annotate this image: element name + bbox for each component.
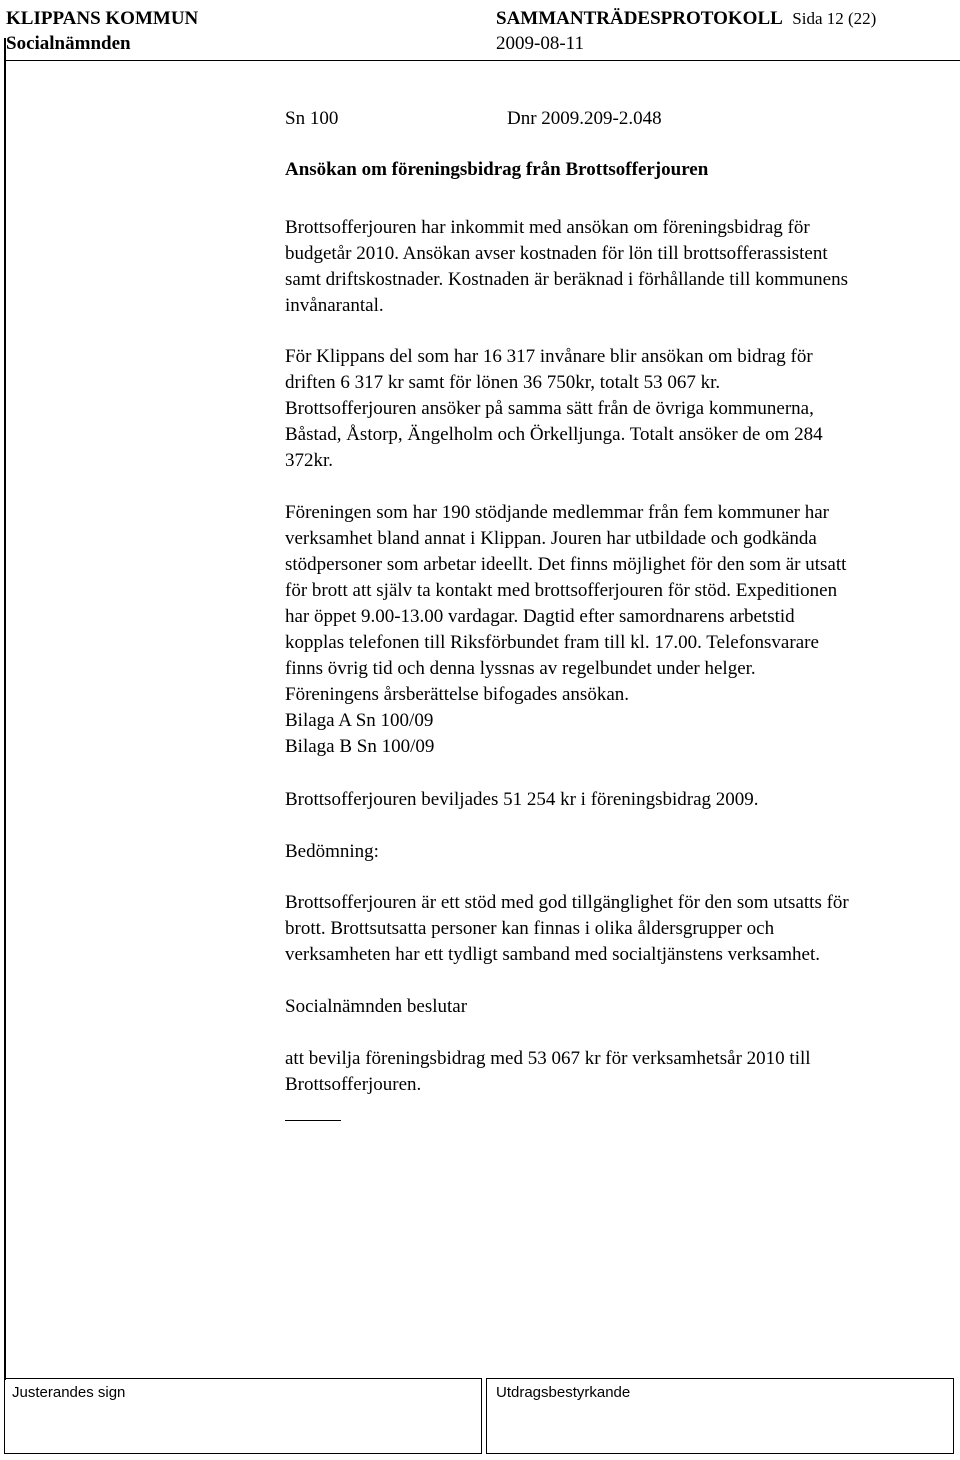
paragraph-3-line: kopplas telefonen till Riksförbundet fram till kl. 17.00. Telefonsvarare [285, 632, 819, 653]
case-title: Ansökan om föreningsbidrag från Brottsofferjouren [285, 159, 709, 180]
paragraph-3-line: Föreningens årsberättelse bifogades ansökan. [285, 684, 630, 705]
paragraph-1-line: samt driftskostnader. Kostnaden är beräknad i förhållande till kommunens [285, 269, 848, 290]
attachment-a: Bilaga A Sn 100/09 [285, 710, 434, 731]
paragraph-2-line: driften 6 317 kr samt för lönen 36 750kr, totalt 53 067 kr. [285, 372, 721, 393]
case-sn: Sn 100 [285, 108, 339, 129]
paragraph-1-line: invånarantal. [285, 295, 384, 316]
paragraph-3-line: finns övrig tid och denna lyssnas av regelbundet under helger. [285, 658, 756, 679]
paragraph-3-line: för brott att själv ta kontakt med brottsofferjouren för stöd. Expeditionen [285, 580, 838, 601]
case-dnr: Dnr 2009.209-2.048 [507, 108, 662, 129]
header-divider [4, 60, 960, 61]
assessment-line: brott. Brottsutsatta personer kan finnas i olika åldersgrupper och [285, 918, 775, 939]
decision-line: att bevilja föreningsbidrag med 53 067 kr för verksamhetsår 2010 till [285, 1048, 811, 1069]
paragraph-1-line: budgetår 2010. Ansökan avser kostnaden för lön till brottsofferassistent [285, 243, 828, 264]
decision-heading: Socialnämnden beslutar [285, 996, 468, 1017]
attachment-b: Bilaga B Sn 100/09 [285, 736, 435, 757]
paragraph-2-line: Båstad, Åstorp, Ängelholm och Örkelljunga. Totalt ansöker de om 284 [285, 424, 823, 445]
paragraph-1-line: Brottsofferjouren har inkommit med ansökan om föreningsbidrag för [285, 217, 810, 238]
org-name: KLIPPANS KOMMUN [6, 8, 199, 29]
end-marker-line [285, 1120, 341, 1121]
paragraph-2-line: Brottsofferjouren ansöker på samma sätt från de övriga kommunerna, [285, 398, 814, 419]
decision-line: Brottsofferjouren. [285, 1074, 422, 1095]
assessment-line: Brottsofferjouren är ett stöd med god tillgänglighet för den som utsatts för [285, 892, 849, 913]
paragraph-3-line: Föreningen som har 190 stödjande medlemmar från fem kommuner har [285, 502, 829, 523]
justerandes-sign-label: Justerandes sign [12, 1384, 126, 1401]
assessment-heading: Bedömning: [285, 841, 379, 862]
committee-name: Socialnämnden [6, 33, 131, 54]
left-margin-line [4, 38, 6, 1380]
utdragsbestyrkande-label: Utdragsbestyrkande [496, 1384, 631, 1401]
document-type [496, 8, 876, 30]
paragraph-3-line: verksamhet bland annat i Klippan. Jouren har utbildade och godkända [285, 528, 817, 549]
document-type-label: SAMMANTRÄDESPROTOKOLL [496, 8, 783, 29]
assessment-line: verksamheten har ett tydligt samband med socialtjänstens verksamhet. [285, 944, 821, 965]
paragraph-2-line: För Klippans del som har 16 317 invånare blir ansökan om bidrag för [285, 346, 813, 367]
paragraph-3-line: har öppet 9.00-13.00 vardagar. Dagtid efter samordnarens arbetstid [285, 606, 795, 627]
paragraph-2-line: 372kr. [285, 450, 334, 471]
previous-grant: Brottsofferjouren beviljades 51 254 kr i föreningsbidrag 2009. [285, 789, 759, 810]
meeting-date: 2009-08-11 [496, 33, 584, 54]
paragraph-3-line: stödpersoner som arbetar ideellt. Det finns möjlighet för den som är utsatt [285, 554, 847, 575]
page-label: Sida 12 (22) [792, 9, 877, 28]
